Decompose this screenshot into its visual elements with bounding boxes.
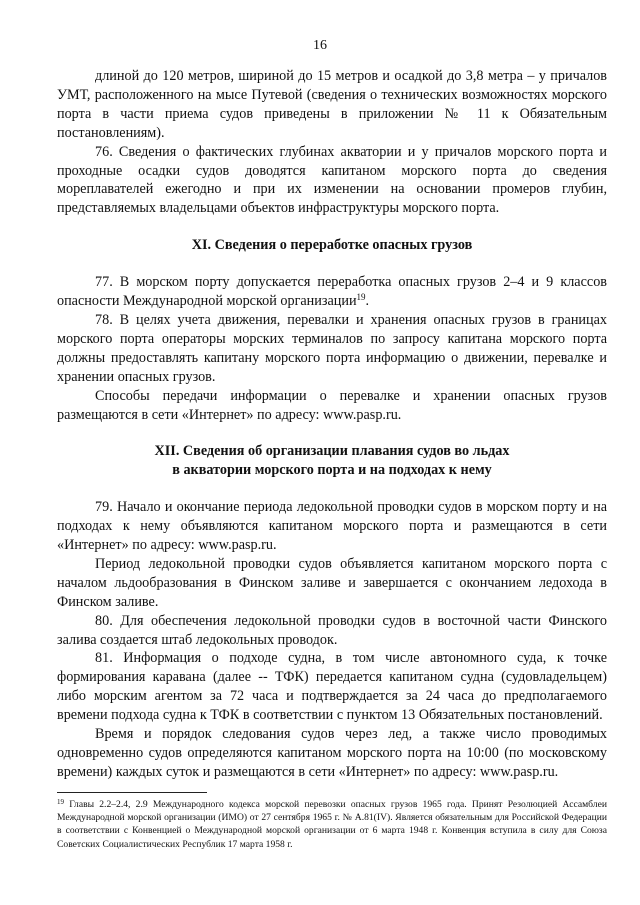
footnote-19	[57, 798, 607, 851]
paragraph-78-transfer-methods: Способы передачи информации о перевалке и хранении опасных грузов размещаются в сети «Интернет» по адресу: www.pasp.ru.	[57, 387, 607, 423]
paragraph-77-tail: .	[365, 293, 370, 310]
section-heading-xii-line2: в акватории морского порта и на подходах к нему	[172, 462, 492, 479]
footnote-reference: 19	[356, 292, 366, 303]
document-body	[57, 67, 607, 782]
paragraph-ice-passage-order: Время и порядок следования судов через лед, а также число проводимых одновременно судов определяются капитаном морского порта на 10:00 (по московскому времени) каждых суток и размещаются в сети «Интернет» по адресу: www.pasp.ru.	[57, 726, 607, 780]
footnote-text: Главы 2.2–2.4, 2.9 Международного кодекса морской перевозки опасных грузов 1965 года. Принят Резолюцией Ассамблеи Международной морской организации (ИМО) от 27 сентября 1965 г. № А.81(IV). Является обязательным для Российской Федерации в соответствии с Конвенцией о Международной морской организации от 6 марта 1948 г. Конвенция вступила в силу для Союза Советских Социалистических Республик 17 марта 1958 г.	[57, 799, 607, 850]
paragraph-77-text: 77. В морском порту допускается переработка опасных грузов 2–4 и 9 классов опасности Международной морской организации	[57, 274, 607, 310]
paragraph-length-continuation: длиной до 120 метров, шириной до 15 метров и осадкой до 3,8 метра – у причалов УМТ, расположенного на мысе Путевой (сведения о технических возможностях морского порта в части приема судов приведены в приложении № 11 к Обязательным постановлениям).	[57, 68, 607, 141]
footnote-divider	[57, 792, 207, 793]
page-number: 16	[313, 38, 327, 53]
paragraph-80: 80. Для обеспечения ледокольной проводки судов в восточной части Финского залива создается штаб ледокольных проводок.	[57, 612, 607, 648]
paragraph-77	[57, 273, 607, 311]
paragraph-79: 79. Начало и окончание периода ледокольной проводки судов в морском порту и на подходах к нему объявляются капитаном морского порта и размещаются в сети «Интернет» по адресу: www.pasp.ru.	[57, 499, 607, 554]
paragraph-81: 81. Информация о подходе судна, в том числе автономного суда, к точке формирования каравана (далее -- ТФК) передается капитаном судна (судовладельцем) либо морским агентом за 72 часа и подтверждается за 24 часа до предполагаемого времени подхода судна к ТФК в соответствии с пунктом 13 Обязательных постановлений.	[57, 650, 607, 724]
section-heading-xi: XI. Сведения о переработке опасных грузов	[191, 237, 473, 254]
section-heading-xii	[57, 442, 607, 480]
footnote-marker: 19	[57, 798, 64, 806]
paragraph-78: 78. В целях учета движения, перевалки и хранения опасных грузов в границах морского порта операторы морских терминалов по запросу капитана морского порта должны предоставлять капитану морского порта информацию о движении, перевалке и хранении опасных грузов.	[57, 311, 607, 385]
section-heading-xii-line1: XII. Сведения об организации плавания судов во льдах	[154, 443, 510, 460]
paragraph-icebreaking-period: Период ледокольной проводки судов объявляется капитаном морского порта с началом льдообразования в Финском заливе и завершается с окончанием ледохода в Финском заливе.	[57, 555, 607, 610]
paragraph-76: 76. Сведения о фактических глубинах акватории и у причалов морского порта и проходные осадки судов доводятся капитаном морского порта до сведения мореплавателей ежегодно и при их изменении на основании промеров глубин, представляемых владельцами объектов инфраструктуры морского порта.	[57, 143, 607, 217]
